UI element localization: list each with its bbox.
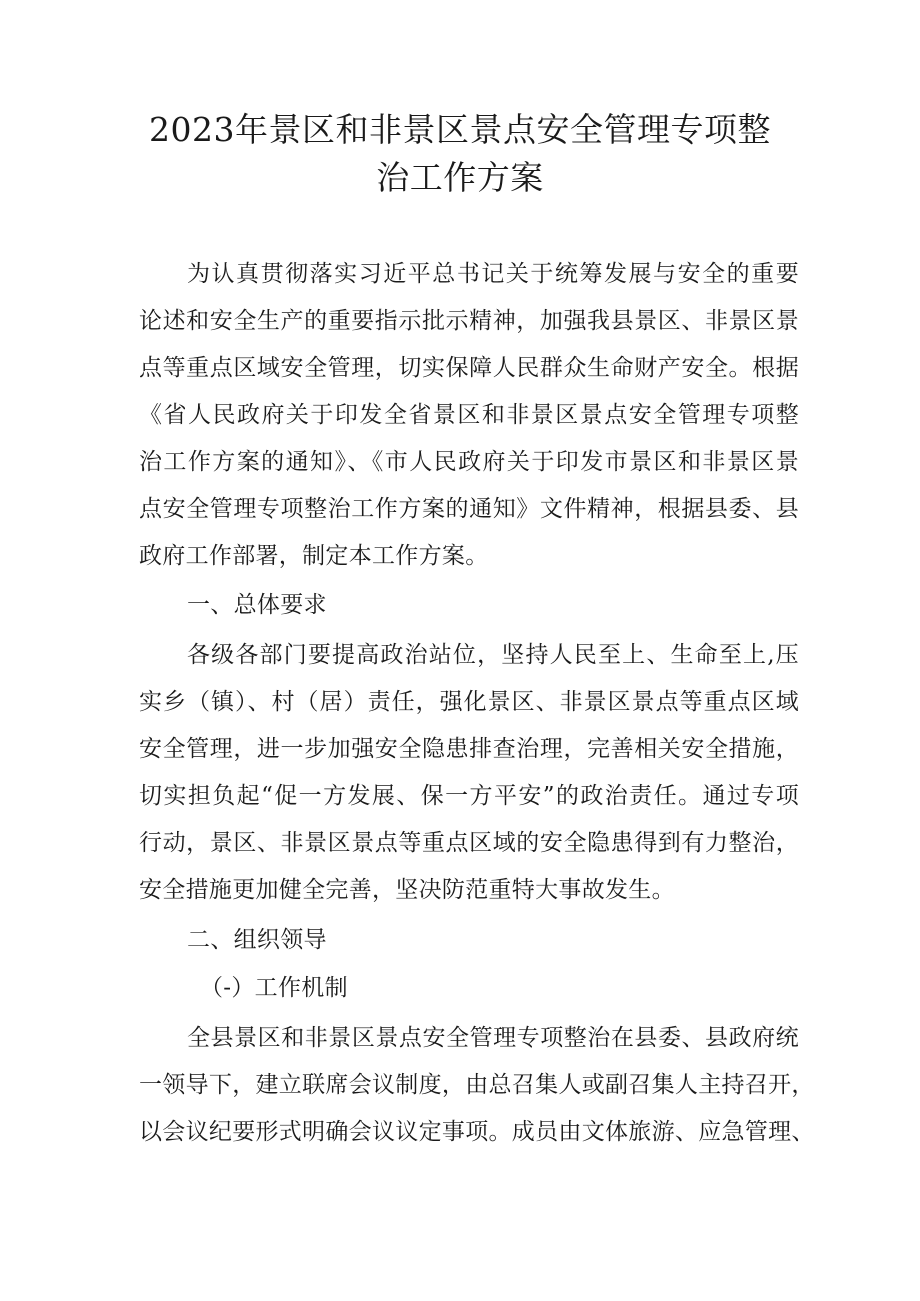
paragraph-line: 一领导下，建立联席会议制度，由总召集人或副召集人主持召开， bbox=[139, 1072, 815, 1098]
paragraph-line: 论述和安全生产的重要指示批示精神，加强我县景区、非景区景 bbox=[139, 308, 799, 334]
subsection-heading-work-mechanism: （-）工作机制 bbox=[200, 975, 348, 1001]
paragraph-line: 全县景区和非景区景点安全管理专项整治在县委、县政府统 bbox=[187, 1025, 799, 1051]
paragraph-line: 各级各部门要提高政治站位，坚持人民至上、生命至上,压 bbox=[187, 642, 799, 668]
section-heading-overall-requirements: 一、总体要求 bbox=[187, 592, 327, 618]
document-title-line-2: 治工作方案 bbox=[376, 158, 544, 197]
paragraph-line: 点等重点区域安全管理，切实保障人民群众生命财产安全。根据 bbox=[139, 355, 799, 381]
paragraph-line: 切实担负起“促一方发展、保一方平安”的政治责任。通过专项 bbox=[139, 783, 799, 809]
paragraph-line: 安全措施更加健全完善，坚决防范重特大事故发生。 bbox=[139, 877, 675, 903]
paragraph-line: 实乡（镇）、村（居）责任，强化景区、非景区景点等重点区域 bbox=[139, 689, 799, 715]
paragraph-line: 以会议纪要形式明确会议议定事项。成员由文体旅游、应急管理、 bbox=[139, 1119, 815, 1145]
paragraph-line: 治工作方案的通知》、《市人民政府关于印发市景区和非景区景 bbox=[139, 449, 799, 475]
document-title-line-1: 2023年景区和非景区景点安全管理专项整 bbox=[149, 110, 771, 149]
paragraph-line: 为认真贯彻落实习近平总书记关于统筹发展与安全的重要 bbox=[187, 261, 799, 287]
paragraph-line: 政府工作部署，制定本工作方案。 bbox=[139, 543, 489, 569]
paragraph-line: 行动，景区、非景区景点等重点区域的安全隐患得到有力整治， bbox=[139, 830, 799, 856]
paragraph-line: 安全管理，进一步加强安全隐患排查治理，完善相关安全措施， bbox=[139, 736, 799, 762]
section-heading-organization: 二、组织领导 bbox=[187, 927, 327, 953]
paragraph-line: 《省人民政府关于印发全省景区和非景区景点安全管理专项整 bbox=[139, 402, 799, 428]
paragraph-line: 点安全管理专项整治工作方案的通知》文件精神，根据县委、县 bbox=[139, 496, 799, 522]
